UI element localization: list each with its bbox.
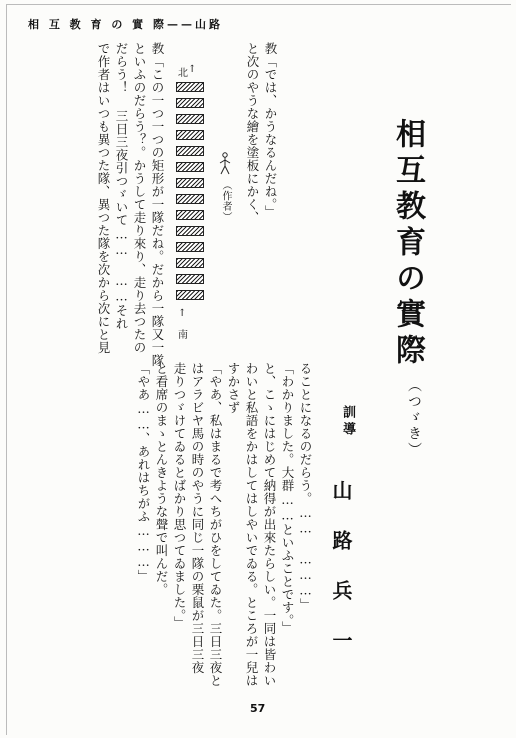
text-column-14: といふのだらう？。かうして走り來り、走り去つたの xyxy=(132,42,147,354)
author-role: 訓導 xyxy=(340,405,355,439)
troop-rect xyxy=(176,226,204,236)
south-arrow-icon: ↑ xyxy=(178,308,187,319)
text-column-4: わいと私語をかはしてはしやいでゐる。ところが一兒は xyxy=(244,362,259,687)
text-column-5: すかさず xyxy=(226,362,241,414)
troop-rect xyxy=(176,162,204,172)
troop-rect xyxy=(176,98,204,108)
troop-rect xyxy=(176,210,204,220)
text-column-11: 教「では、かうなるんだね。」 xyxy=(263,42,278,218)
text-column-6: 「やあ、私はまるで考へちがひをしてゐた。三日三夜と xyxy=(208,362,223,687)
article-title: 相互教育の實際 xyxy=(390,118,425,370)
troop-rect xyxy=(176,290,204,300)
text-column-16: で作者はいつも異つた隊、異つた隊を次から次にと見 xyxy=(96,42,111,354)
troop-rect xyxy=(176,242,204,252)
text-column-3: と、こゝにはじめて納得が出來たらしい。一同は皆わい xyxy=(262,362,277,687)
troop-rect xyxy=(176,194,204,204)
troop-rect xyxy=(176,114,204,124)
troop-rect xyxy=(176,146,204,156)
author-name: 山路兵一 xyxy=(329,480,353,680)
text-column-8: 走りつゞけてゐるとばかり思つてゐました。」 xyxy=(172,362,187,629)
figure-label: （作者） xyxy=(220,180,231,222)
text-column-10: 「やあ……、あれはちがふ………」 xyxy=(136,362,151,583)
troop-rect xyxy=(176,82,204,92)
author-figure-icon xyxy=(218,152,232,176)
troop-rect xyxy=(176,130,204,140)
text-column-12: と次のやうな繪を塗板にかく、 xyxy=(245,42,260,224)
troop-rect xyxy=(176,178,204,188)
text-column-7: はアラビヤ馬の時のやうに同じ一隊の栗鼠が三日三夜 xyxy=(190,362,205,674)
troop-rect xyxy=(176,258,204,268)
text-column-13: 教「この一つ一つの矩形が一隊だね。だから一隊又一隊 xyxy=(150,42,165,367)
page-number: 57 xyxy=(250,702,266,715)
troop-rect xyxy=(176,274,204,284)
north-arrow-icon: ↑ xyxy=(188,64,197,75)
text-column-15: だらう！ 三日三夜引つゞいて…… ……それ xyxy=(114,42,129,330)
text-column-1: ることになるのだらう。…… ………」 xyxy=(298,362,313,611)
text-column-9: と看席のまゝとんきような聲で叫んだ。 xyxy=(154,362,169,596)
text-column-2: 「わかりました。大群……といふことです。」 xyxy=(280,362,295,634)
running-header: 相 互 教 育 の 實 際——山路 xyxy=(28,18,223,31)
south-label: 南 xyxy=(178,330,188,341)
north-label: 北 xyxy=(178,68,188,79)
article-subtitle: （つゞき） xyxy=(406,378,422,458)
